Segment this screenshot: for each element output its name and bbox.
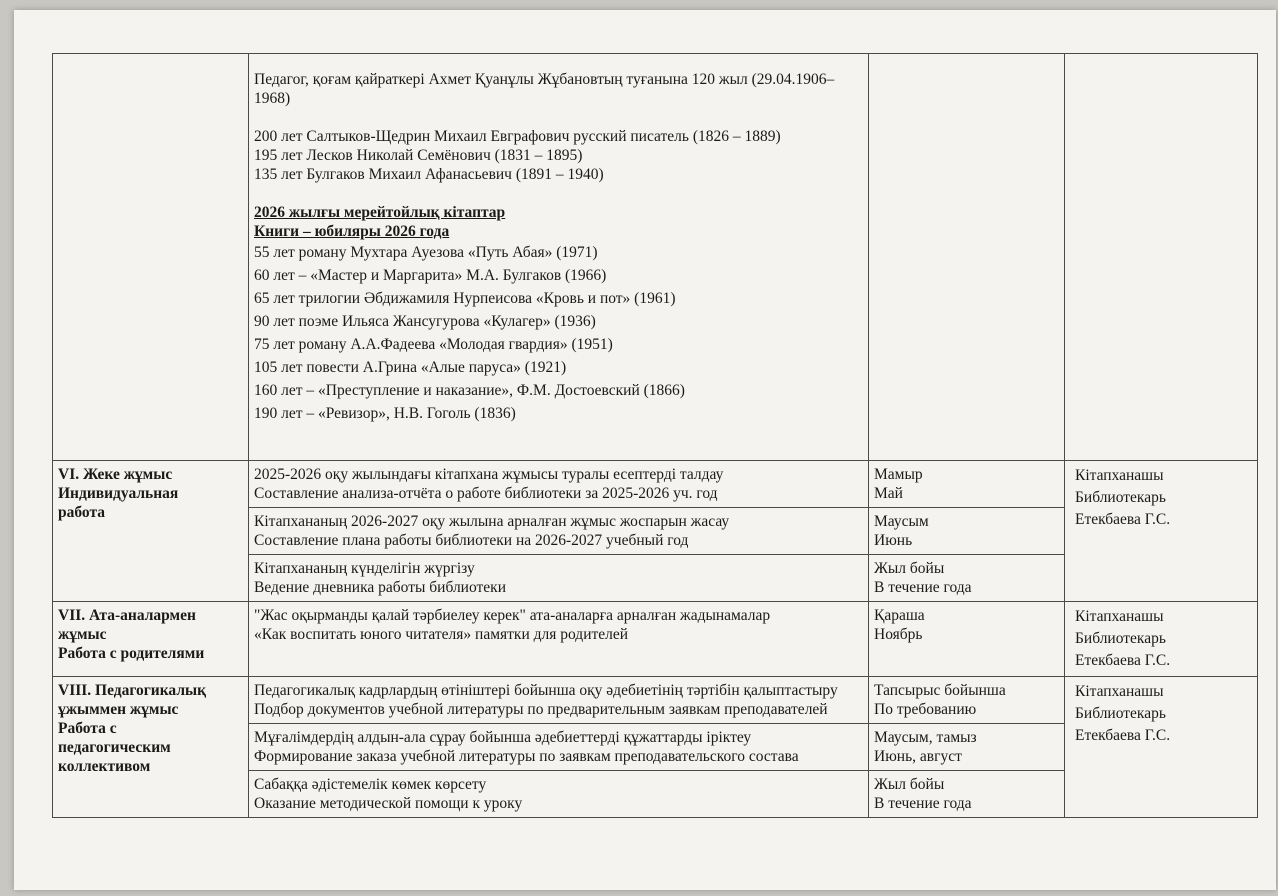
writer-anniversary: 195 лет Лесков Николай Семёнович (1831 – 1895) <box>254 147 583 164</box>
section-title-line: VII. Ата-аналармен <box>58 607 196 624</box>
term-cell <box>869 771 1065 818</box>
term-ru: Ноябрь <box>874 626 923 643</box>
term-kz: Тапсырыс бойынша <box>874 682 1006 699</box>
section-title-line: VI. Жеке жұмыс <box>58 466 173 483</box>
responsible-ru: Библиотекарь <box>1075 489 1166 506</box>
book-anniversary: 60 лет – «Мастер и Маргарита» М.А. Булгаков (1966) <box>254 267 607 284</box>
book-anniversary: 90 лет поэме Ильяса Жансугурова «Кулагер» (1936) <box>254 313 596 330</box>
task-cell <box>249 602 869 677</box>
section-cell-empty <box>53 54 249 461</box>
responsible-name: Етекбаева Г.С. <box>1075 652 1171 669</box>
writer-anniversary: 200 лет Салтыков-Щедрин Михаил Евграфович русский писатель (1826 – 1889) <box>254 128 781 145</box>
responsible-ru: Библиотекарь <box>1075 630 1166 647</box>
task-kz: Кітапхананың 2026-2027 оқу жылына арналған жұмыс жоспарын жасау <box>254 513 730 530</box>
responsible-cell <box>1065 677 1258 818</box>
responsible-kz: Кітапханашы <box>1075 467 1164 484</box>
book-anniversary: 105 лет повести А.Грина «Алые паруса» (1921) <box>254 359 567 376</box>
task-ru: Подбор документов учебной литературы по предварительным заявкам преподавателей <box>254 701 828 718</box>
term-kz: Жыл бойы <box>874 560 945 577</box>
task-row <box>53 677 1258 724</box>
term-ru: По требованию <box>874 701 977 718</box>
term-cell <box>869 508 1065 555</box>
task-cell <box>249 724 869 771</box>
books-heading-ru: Книги – юбиляры 2026 года <box>254 223 450 240</box>
section-title-line: ұжыммен жұмыс <box>58 701 179 718</box>
task-cell <box>249 771 869 818</box>
term-kz: Мамыр <box>874 466 923 483</box>
term-kz: Маусым, тамыз <box>874 729 977 746</box>
book-anniversary: 65 лет трилогии Әбдижамиля Нурпеисова «Кровь и пот» (1961) <box>254 290 676 307</box>
section-title-line: работа <box>58 504 106 521</box>
term-cell <box>869 602 1065 677</box>
responsible-kz: Кітапханашы <box>1075 608 1164 625</box>
responsible-cell <box>1065 602 1258 677</box>
task-ru: Формирование заказа учебной литературы по заявкам преподавательского состава <box>254 748 799 765</box>
task-kz: 2025-2026 оқу жылындағы кітапхана жұмысы туралы есептерді талдау <box>254 466 724 483</box>
anniversary-text: Педагог, қоғам қайраткері Ахмет Қуанұлы Жұбановтың туғанына 120 жыл (29.04.1906–1968) <box>254 71 835 107</box>
task-kz: "Жас оқырманды қалай тәрбиелеу керек" ата-аналарға арналған жадынамалар <box>254 607 771 624</box>
task-ru: Составление плана работы библиотеки на 2026-2027 учебный год <box>254 532 689 549</box>
task-cell <box>249 677 869 724</box>
section-title-line: коллективом <box>58 758 151 775</box>
book-anniversary: 160 лет – «Преступление и наказание», Ф.М. Достоевский (1866) <box>254 382 685 399</box>
term-cell <box>869 677 1065 724</box>
task-cell <box>249 461 869 508</box>
section-title-line: VIII. Педагогикалық <box>58 682 207 699</box>
task-kz: Кітапхананың күнделігін жүргізу <box>254 560 475 577</box>
section-title-cell <box>53 461 249 602</box>
book-anniversary: 55 лет роману Мухтара Ауезова «Путь Абая» (1971) <box>254 244 598 261</box>
work-plan-table <box>52 53 1258 818</box>
document-page <box>14 10 1276 890</box>
events-cell <box>249 54 869 461</box>
task-ru: Ведение дневника работы библиотеки <box>254 579 507 596</box>
task-kz: Сабаққа әдістемелік көмек көрсету <box>254 776 487 793</box>
responsible-cell <box>1065 461 1258 602</box>
section-title-line: жұмыс <box>58 626 107 643</box>
term-ru: Июнь <box>874 532 913 549</box>
term-ru: В течение года <box>874 795 972 812</box>
task-kz: Педагогикалық кадрлардың өтініштері бойынша оқу әдебиетінің тәртібін қалыптастыру <box>254 682 838 699</box>
responsible-kz: Кітапханашы <box>1075 683 1164 700</box>
term-cell-empty <box>869 54 1065 461</box>
writer-anniversary: 135 лет Булгаков Михаил Афанасьевич (1891 – 1940) <box>254 166 604 183</box>
task-cell <box>249 508 869 555</box>
responsible-cell-empty <box>1065 54 1258 461</box>
task-cell <box>249 555 869 602</box>
section-title-cell <box>53 602 249 677</box>
term-cell <box>869 461 1065 508</box>
term-kz: Жыл бойы <box>874 776 945 793</box>
responsible-name: Етекбаева Г.С. <box>1075 727 1171 744</box>
responsible-ru: Библиотекарь <box>1075 705 1166 722</box>
term-kz: Қараша <box>874 607 925 624</box>
term-ru: Май <box>874 485 903 502</box>
task-ru: «Как воспитать юного читателя» памятки для родителей <box>254 626 629 643</box>
term-cell <box>869 724 1065 771</box>
term-ru: Июнь, август <box>874 748 962 765</box>
anniversaries-row <box>53 54 1258 461</box>
task-ru: Составление анализа-отчёта о работе библиотеки за 2025-2026 уч. год <box>254 485 718 502</box>
section-title-cell <box>53 677 249 818</box>
section-title-line: Работа с <box>58 720 117 737</box>
term-ru: В течение года <box>874 579 972 596</box>
book-anniversary: 75 лет роману А.А.Фадеева «Молодая гвардия» (1951) <box>254 336 613 353</box>
book-anniversary: 190 лет – «Ревизор», Н.В. Гоголь (1836) <box>254 405 516 422</box>
section-title-line: Работа с родителями <box>58 645 205 662</box>
task-ru: Оказание методической помощи к уроку <box>254 795 523 812</box>
task-row <box>53 461 1258 508</box>
task-row <box>53 602 1258 677</box>
books-heading-kz: 2026 жылғы мерейтойлық кітаптар <box>254 204 506 221</box>
task-kz: Мұғалімдердің алдын-ала сұрау бойынша әдебиеттерді құжаттарды іріктеу <box>254 729 752 746</box>
section-title-line: Индивидуальная <box>58 485 179 502</box>
section-title-line: педагогическим <box>58 739 171 756</box>
term-cell <box>869 555 1065 602</box>
responsible-name: Етекбаева Г.С. <box>1075 511 1171 528</box>
term-kz: Маусым <box>874 513 929 530</box>
